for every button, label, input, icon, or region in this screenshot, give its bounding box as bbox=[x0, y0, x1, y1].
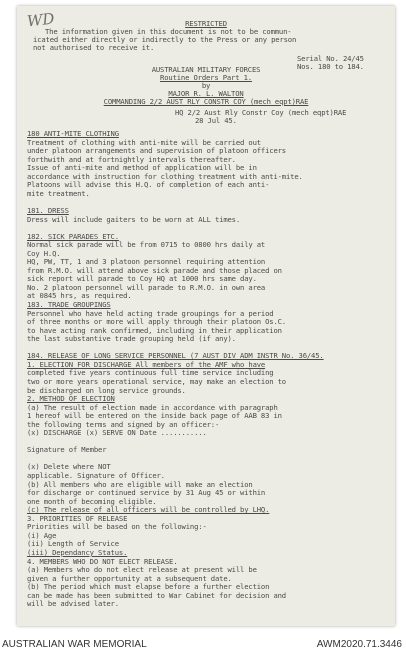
document-line: from R.M.O. will attend above sick parade and those placed on bbox=[27, 265, 282, 275]
document-line: the following terms and signed by an officer:- bbox=[27, 419, 220, 429]
document-line: (b) All members who are eligible will make an election bbox=[27, 479, 253, 489]
document-line: 1. ELECTION FOR DISCHARGE All members of the AMF who have bbox=[27, 359, 266, 369]
document-line: Treatment of clothing with anti-mite will be carried out bbox=[27, 137, 261, 147]
handwritten-annotation: WD bbox=[26, 9, 56, 31]
document-line: 184. RELEASE OF LONG SERVICE PERSONNEL (7 AUST DIV ADM INSTR No. 36/45. bbox=[27, 351, 324, 361]
document-line: completed five years continuous full time service including bbox=[27, 368, 274, 378]
document-line: accordance with instruction for clothing treatment with anti-mite. bbox=[27, 171, 303, 181]
document-line: Dress will include gaiters to be worn at ALL times. bbox=[27, 214, 241, 224]
document-line: (iii) Dependancy Status. bbox=[27, 547, 128, 557]
document-line: 181. DRESS bbox=[27, 205, 69, 215]
document-line: Coy H.Q. bbox=[27, 248, 61, 258]
location-line: HQ 2/2 Aust Rly Constr Coy (mech eqpt)RAE bbox=[175, 108, 347, 117]
document-line: of three months or more will apply through their platoon Os.C. bbox=[27, 317, 286, 327]
document-line: under platoon arrangements and supervision of platoon officers bbox=[27, 146, 286, 156]
document-line: Signature of Member bbox=[27, 445, 107, 455]
document-line: Platoons will advise this H.Q. of completion of each anti- bbox=[27, 180, 270, 190]
document-line: (i) Age bbox=[27, 530, 57, 540]
document-line: (a) Members who do not elect release at present will be bbox=[27, 565, 257, 575]
document-line: 183. TRADE GROUPINGS bbox=[27, 300, 111, 309]
document-line: given a further opportunity at a subsequent date. bbox=[27, 573, 232, 583]
document-line: 180 ANTI-MITE CLOTHING bbox=[27, 129, 119, 138]
document-line: 2. METHOD OF ELECTION bbox=[27, 394, 115, 404]
accession-number: AWM2020.71.3446 bbox=[316, 639, 402, 650]
document-line: Issue of anti-mite and method of application will be in bbox=[27, 163, 257, 173]
serial-number: Serial No. 24/45 bbox=[297, 54, 364, 63]
restricted-heading: RESTRICTED bbox=[185, 19, 227, 28]
document-line: applicable. Signature of Officer. bbox=[27, 471, 165, 480]
date-line: 28 Jul 45. bbox=[195, 116, 237, 125]
document-line: can be made has been submitted to War Cabinet for decision and bbox=[27, 590, 286, 600]
archive-footer bbox=[0, 637, 406, 653]
header-line: MAJOR R. L. WALTON bbox=[168, 89, 244, 98]
document-line: two or more years operational service, may make an election to bbox=[27, 376, 286, 386]
document-line: 1 hereof will be entered on the inside back page of AAB 83 in bbox=[27, 411, 282, 421]
document-line: (ii) Length of Service bbox=[27, 539, 119, 549]
document-line: Personnel who have held acting trade groupings for a period bbox=[27, 308, 274, 318]
document-line: Normal sick parade will be from 0715 to 0800 hrs daily at bbox=[27, 240, 266, 250]
document-line: (x) Delete where NOT bbox=[27, 462, 111, 472]
header-line: COMMANDING 2/2 AUST RLY CONSTR COY (mech eqpt)RAE bbox=[103, 97, 309, 106]
notice-line: The information given in this document is not to be commun- bbox=[45, 27, 292, 36]
document-line: No. 2 platoon personnel will parade to R.M.O. in own area bbox=[27, 282, 266, 292]
document-page bbox=[17, 6, 395, 626]
document-line: one month of becoming eligible. bbox=[27, 496, 157, 506]
document-line: 182. SICK PARADES ETC. bbox=[27, 231, 119, 241]
document-line: be discharged on long service grounds. bbox=[27, 385, 186, 395]
document-line: at 0845 hrs, as required. bbox=[27, 291, 132, 301]
document-line: will be advised later. bbox=[27, 599, 119, 609]
document-line: Priorities will be based on the following:- bbox=[27, 522, 207, 532]
header-line: by bbox=[201, 81, 211, 90]
document-line: for discharge or continued service by 31 Aug 45 or within bbox=[27, 488, 266, 498]
document-line: 3. PRIORITIES OF RELEASE bbox=[27, 513, 128, 523]
header-line: AUSTRALIAN MILITARY FORCES bbox=[151, 65, 261, 74]
document-line: the last substantive trade grouping held (if any). bbox=[27, 334, 236, 344]
document-line: sick report will parade to Coy HQ at 1000 hrs same day. bbox=[27, 274, 257, 284]
document-line: (c) The release of all officers will be controlled by LHQ. bbox=[27, 505, 270, 515]
notice-line: icated either directly or indirectly to the Press or any person bbox=[33, 35, 297, 44]
document-line: (x) DISCHARGE (x) SERVE ON Date ........... bbox=[27, 428, 207, 438]
document-line: (a) The result of election made in accordance with paragraph bbox=[27, 402, 278, 412]
header-line: Routine Orders Part 1. bbox=[160, 73, 252, 82]
document-line: mite treatment. bbox=[27, 188, 90, 198]
order-numbers: Nos. 180 to 184. bbox=[297, 62, 364, 71]
archive-name: AUSTRALIAN WAR MEMORIAL bbox=[2, 639, 147, 650]
document-line: (b) The period which must elapse before a further election bbox=[27, 582, 270, 592]
document-line: HQ, PW, TT, 1 and 3 platoon personnel requiring attention bbox=[27, 257, 266, 267]
document-line: 4. MEMBERS WHO DO NOT ELECT RELEASE. bbox=[27, 556, 178, 566]
notice-line: not authorised to receive it. bbox=[33, 43, 155, 52]
document-line: to have acting rank confirmed, including in their application bbox=[27, 325, 282, 335]
document-line: forthwith and at fortnightly intervals thereafter. bbox=[27, 154, 236, 164]
